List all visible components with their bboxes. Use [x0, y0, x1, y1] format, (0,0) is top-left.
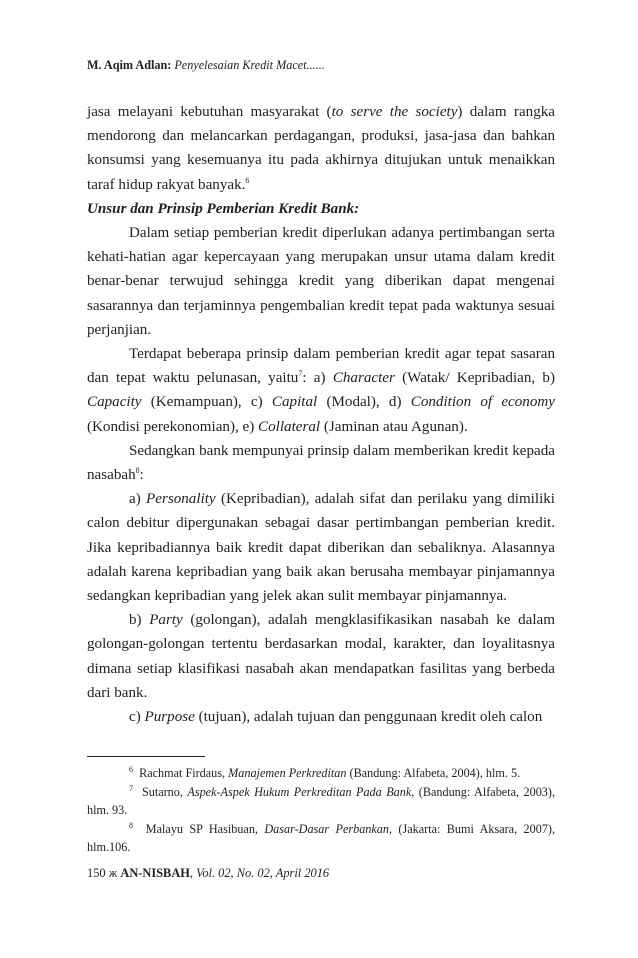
body-text — [87, 100, 555, 729]
running-header — [87, 58, 557, 73]
header-title: Penyelesaian Kredit Macet...... — [174, 58, 325, 72]
footnote-divider — [87, 756, 205, 757]
paragraph-2: Dalam setiap pemberian kredit diperlukan adanya pertimbangan serta kehati-hatian agar kepercayaan yang merupakan unsur utama dalam kredit benar-benar terwujud sehingga kredit yang diberikan dapat mengenai sasarannya dan terjaminnya pengembalian kredit tepat pada waktunya sesuai perjanjian. — [87, 225, 555, 338]
header-author: M. Aqim Adlan: — [87, 58, 172, 72]
list-item-purpose: c) Purpose (tujuan), adalah tujuan dan penggunaan kredit oleh calon — [129, 709, 543, 726]
footnote-ref-6[interactable]: 6 — [245, 175, 250, 185]
footnote-ref-7[interactable]: 7 — [298, 369, 303, 379]
paragraph-1: jasa melayani kebutuhan masyarakat (to serve the society) dalam rangka mendorong dan melancarkan perdagangan, produksi, jasa-jasa dan bahkan konsumsi yang kesemuanya itu pada akhirnya ditujukan untuk menaikkan taraf hidup rakyat banyak.$^6$ — [87, 104, 555, 193]
footer-separator: ж — [108, 866, 118, 880]
section-heading: Unsur dan Prinsip Pemberian Kredit Bank: — [87, 200, 360, 217]
footnote-ref-8[interactable]: 8 — [135, 466, 140, 476]
paragraph-4: Sedangkan bank mempunyai prinsip dalam memberikan kredit kepada nasabah$^8$: — [87, 442, 555, 484]
journal-name: AN-NISBAH — [120, 866, 190, 880]
footnote-6: $^6$ Rachmat Firdaus, Manajemen Perkreditan (Bandung: Alfabeta, 2004), hlm. 5. — [129, 764, 521, 780]
journal-volume: Vol. 02, No. 02, April 2016 — [196, 866, 330, 880]
footnote-7: $^7$ Sutarno, Aspek-Aspek Hukum Perkreditan Pada Bank, (Bandung: Alfabeta, 2003), hlm. 93. — [87, 783, 555, 817]
paragraph-3: Terdapat beberapa prinsip dalam pemberian kredit agar tepat sasaran dan tepat waktu pelunasan, yaitu$^7$: a) Character (Watak/ Kepribadian, b) Capacity (Kemampuan), c) Capital (Modal), d) Condition of economy (Kondisi perekonomian), e) Collateral (Jaminan atau Agunan). — [87, 346, 555, 435]
page-footer: 150 ж AN-NISBAH, Vol. 02, No. 02, April 2016 — [87, 866, 330, 880]
footnotes — [87, 764, 555, 857]
list-item-personality: a) Personality (Kepribadian), adalah sifat dan perilaku yang dimiliki calon debitur dipergunakan sebagai dasar pertimbangan pemberian kredit. Jika kepribadiannya baik kredit dapat diberikan dan sebaliknya. Alasannya adalah karena kepribadian yang baik akan berusaha membayar pinjamannya sedangkan kepribadian yang jelek akan sulit membayar pinjamannya. — [87, 491, 555, 605]
list-item-party: b) Party (golongan), adalah mengklasifikasikan nasabah ke dalam golongan-golongan tertentu berdasarkan modal, karakter, dan loyalitasnya dimana setiap klasifikasi nasabah akan mendapatkan fasilitas yang berbeda dari bank. — [87, 612, 555, 701]
page-number: 150 — [87, 866, 106, 880]
footnote-8: $^8$ Malayu SP Hasibuan, Dasar-Dasar Perbankan, (Jakarta: Bumi Aksara, 2007), hlm.106. — [87, 820, 555, 854]
